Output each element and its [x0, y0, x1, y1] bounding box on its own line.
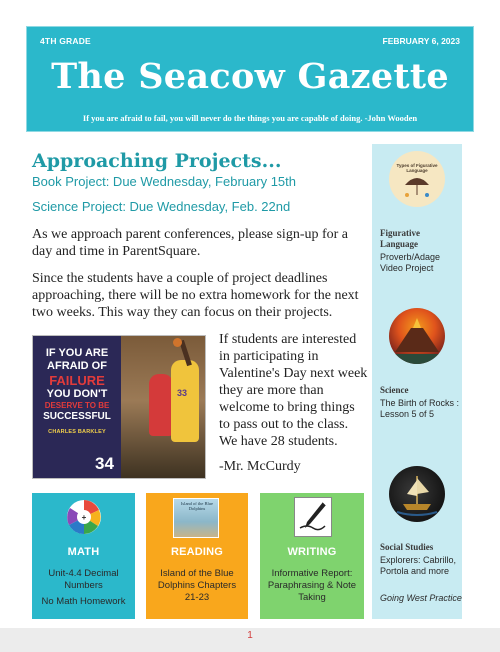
poster-text-panel: [33, 336, 121, 479]
sidebar-title: Science: [380, 385, 409, 395]
book-cover-title: Island of the Blue Dolphins: [180, 501, 214, 511]
tile-title: READING: [170, 546, 224, 558]
tile-text: Informative Report: Paraphrasing & Note Taking: [267, 568, 357, 603]
poster-line: AFRAID OF: [47, 360, 107, 372]
newsletter-title: The Seacow Gazette: [51, 56, 449, 97]
science-rocks-image: [389, 308, 445, 364]
valentines-paragraph: If students are interested in participating in Valentine's Day next week they are more than welcome to bring things to pass out to the class. We have 28 students.: [219, 332, 368, 449]
poster-number: 34: [95, 454, 114, 473]
writing-tile: [260, 493, 364, 619]
poster-line: FAILURE: [49, 373, 105, 388]
player-figure: [149, 374, 173, 436]
tile-text: Unit-4.4 Decimal Numbers: [48, 568, 119, 591]
science-project-due: Science Project: Due Wednesday, Feb. 22nd: [32, 199, 291, 214]
writing-icon: [294, 497, 332, 537]
grade-label: 4TH GRADE: [40, 36, 91, 46]
player-figure: [171, 360, 199, 442]
sidebar-subtitle: Explorers: Cabrillo, Portola and more: [380, 555, 457, 576]
tile-title: MATH: [67, 546, 100, 558]
tile-text: No Math Homework: [41, 596, 126, 607]
poster-line: DESERVE TO BE: [44, 401, 110, 410]
figurative-language-image: [389, 151, 445, 207]
reading-tile: [146, 493, 248, 619]
poster-author: CHARLES BARKLEY: [48, 429, 106, 435]
poster-line: IF YOU ARE: [45, 347, 109, 359]
motivational-poster-image: [32, 335, 206, 479]
basketball-icon: [173, 338, 182, 347]
tile-title: WRITING: [287, 546, 337, 558]
sidebar-title: Social Studies: [380, 542, 434, 552]
sidebar-subtitle: The Birth of Rocks : Lesson 5 of 5: [380, 398, 460, 419]
image-caption: Types of Figurative Language: [396, 163, 438, 173]
conferences-paragraph: As we approach parent conferences, please sign-up for a day and time in ParentSquare.: [32, 227, 349, 259]
book-project-due: Book Project: Due Wednesday, February 15th: [32, 174, 296, 189]
tile-text: Island of the Blue Dolphins Chapters 21-23: [157, 568, 237, 603]
sidebar-subtitle: Proverb/Adage Video Project: [380, 252, 441, 273]
page-number: 1: [247, 630, 253, 641]
math-icon: [66, 499, 102, 535]
signature: -Mr. McCurdy: [219, 459, 301, 474]
issue-date: FEBRUARY 6, 2023: [382, 36, 460, 46]
math-tile: [32, 493, 135, 619]
poster-line: YOU DON'T: [46, 388, 108, 400]
sidebar-extra: Going West Practice: [380, 593, 462, 603]
sidebar-title: Figurative Language: [380, 228, 420, 249]
section-heading: Approaching Projects...: [32, 150, 282, 172]
homework-paragraph: Since the students have a couple of project deadlines approaching, there will be no extra homework for the next two weeks. This way they can focus on their projects.: [32, 271, 359, 320]
svg-text:+: +: [81, 513, 87, 522]
header-banner: [26, 26, 474, 132]
header-quote: If you are afraid to fail, you will never do the things you are capable of doing. -John Wooden: [82, 113, 418, 123]
book-cover-image: [173, 498, 219, 538]
jersey-number: 33: [177, 388, 188, 398]
sidebar: [372, 144, 462, 619]
explorer-ship-image: [389, 466, 445, 522]
poster-line: SUCCESSFUL: [43, 411, 111, 422]
